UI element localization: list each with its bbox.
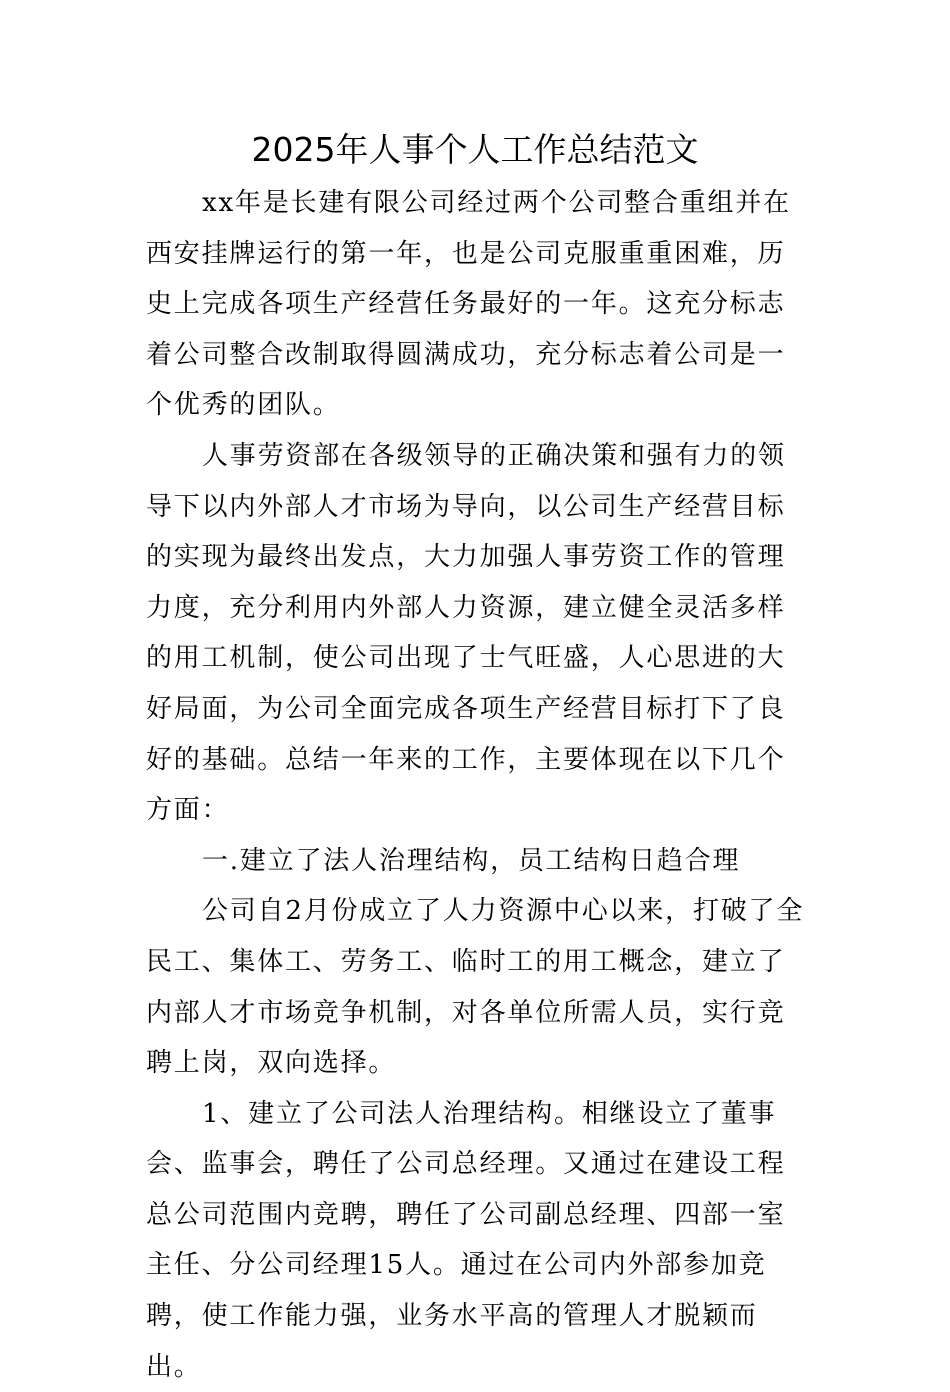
paragraph-hr-center: 公司自2月份成立了人力资源中心以来，打破了全民工、集体工、劳务工、临时工的用工概念，建立了内部人才市场竞争机制，对各单位所需人员，实行竞聘上岗，双向选择。 bbox=[146, 896, 805, 1079]
paragraph-governance: 1、建立了公司法人治理结构。相继设立了董事会、监事会，聘任了公司总经理。又通过在建设工程总公司范围内竞聘，聘任了公司副总经理、四部一室主任、分公司经理15人。通过在公司内外部参加竞聘，使工作能力强，业务水平高的管理人才脱颖而出。 bbox=[146, 1098, 786, 1382]
paragraph-department-summary: 人事劳资部在各级领导的正确决策和强有力的领导下以内外部人才市场为导向，以公司生产经营目标的实现为最终出发点，大力加强人事劳资工作的管理力度，充分利用内外部人力资源，建立健全灵活多样的用工机制，使公司出现了士气旺盛，人心思进的大好局面，为公司全面完成各项生产经营目标打下了良好的基础。总结一年来的工作，主要体现在以下几个方面： bbox=[146, 440, 786, 826]
paragraph-intro: xx年是长建有限公司经过两个公司整合重组并在西安挂牌运行的第一年，也是公司克服重重困难，历史上完成各项生产经营任务最好的一年。这充分标志着公司整合改制取得圆满成功，充分标志着公司是一个优秀的团队。 bbox=[146, 188, 791, 421]
section-heading-1: 一.建立了法人治理结构，员工结构日趋合理 bbox=[202, 845, 741, 876]
document-title: 2025年人事个人工作总结范文 bbox=[251, 130, 699, 169]
document-body bbox=[146, 178, 811, 1392]
